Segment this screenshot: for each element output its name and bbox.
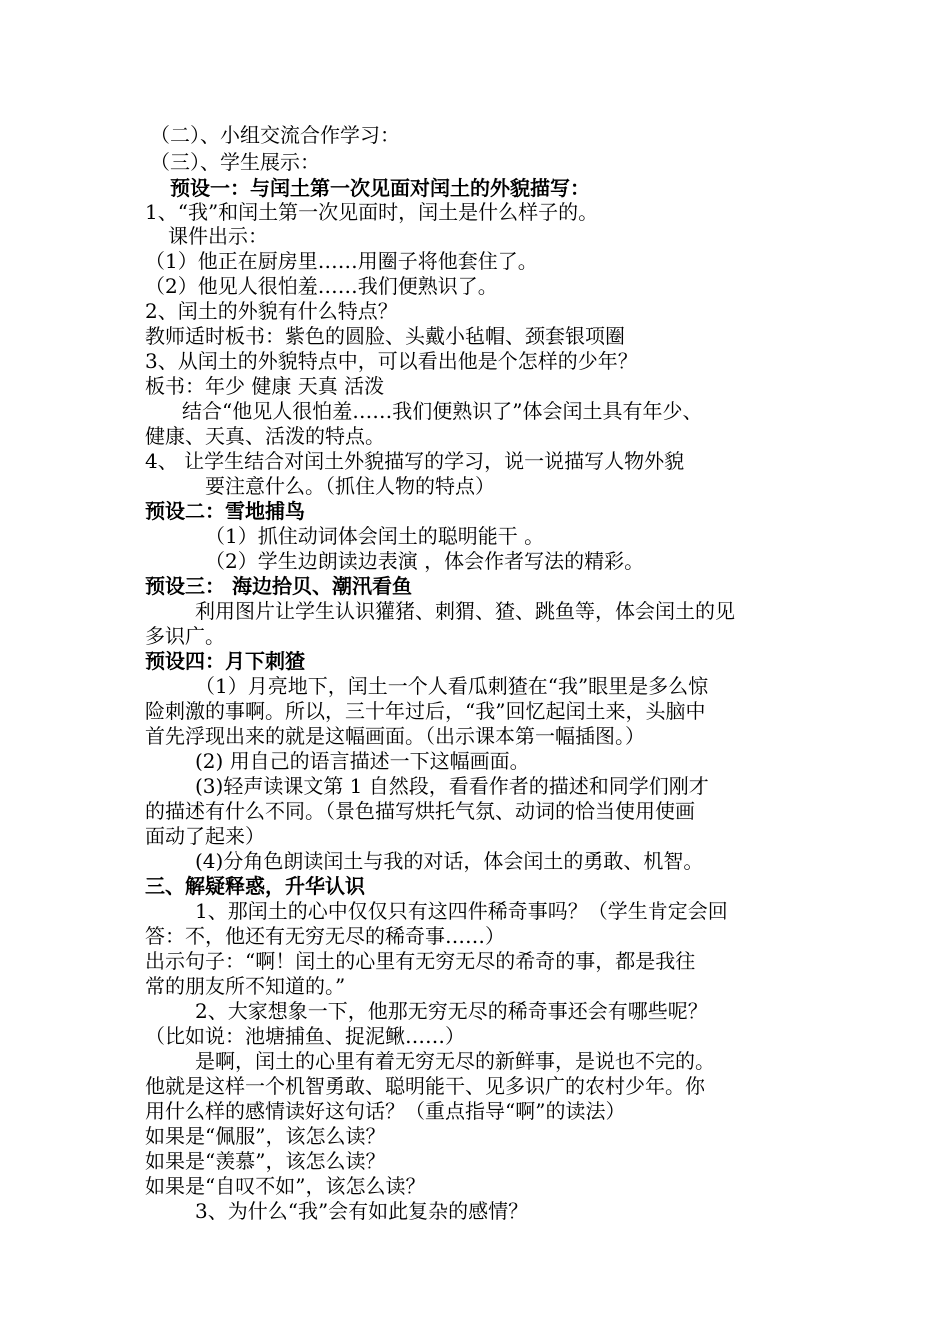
text-line: 如果是“佩服”，该怎么读？	[145, 1124, 386, 1148]
text-line: 他就是这样一个机智勇敢、聪明能干、见多识广的农村少年。你	[145, 1074, 705, 1098]
text-line: 险刺激的事啊。所以，三十年过后，“我”回忆起闰土来，头脑中	[145, 699, 706, 723]
text-line: （1）他正在厨房里……用圈子将他套住了。	[145, 249, 538, 273]
text-line: 4、 让学生结合对闰土外貌描写的学习，说一说描写人物外貌	[145, 449, 685, 473]
text-line: （1）抓住动词体会闰土的聪明能干 。	[205, 524, 545, 548]
text-line: （2）学生边朗读边表演 ，体会作者写法的精彩。	[205, 549, 645, 573]
text-line: 用什么样的感情读好这句话？（重点指导“啊”的读法）	[145, 1099, 626, 1123]
section-heading: 预设三： 海边拾贝、潮汛看鱼	[145, 574, 412, 598]
section-heading: 预设一：与闰土第一次见面对闰土的外貌描写：	[170, 176, 590, 200]
text-line: (2) 用自己的语言描述一下这幅画面。	[195, 749, 530, 773]
text-line: （二）、小组交流合作学习：	[150, 123, 400, 147]
text-line: 如果是“自叹不如”，该怎么读？	[145, 1174, 426, 1198]
text-line: 如果是“羡慕”，该怎么读？	[145, 1149, 386, 1173]
text-line: 是啊，闰土的心里有着无穷无尽的新鲜事，是说也不完的。	[195, 1049, 715, 1073]
text-line: （1）月亮地下，闰土一个人看瓜刺猹在“我”眼里是多么惊	[195, 674, 709, 698]
text-line: （2）他见人很怕羞……我们便熟识了。	[145, 274, 498, 298]
text-line: 教师适时板书：紫色的圆脸、头戴小毡帽、颈套银项圈	[145, 324, 625, 348]
text-line: 的描述有什么不同。（景色描写烘托气氛、动词的恰当使用使画	[145, 799, 695, 823]
text-line: 结合“他见人很怕羞……我们便熟识了”体会闰土具有年少、	[182, 399, 703, 423]
text-line: （比如说：池塘捕鱼、捉泥鳅……）	[145, 1024, 465, 1048]
text-line: 2、闰土的外貌有什么特点？	[145, 299, 398, 323]
text-line: 健康、天真、活泼的特点。	[145, 424, 385, 448]
text-line: （三）、学生展示：	[150, 150, 320, 174]
text-line: 首先浮现出来的就是这幅画面。（出示课本第一幅插图。）	[145, 724, 645, 748]
text-line: 常的朋友所不知道的。”	[145, 974, 346, 998]
text-line: 3、为什么“我”会有如此复杂的感情？	[195, 1199, 529, 1223]
text-line: (4)分角色朗读闰土与我的对话，体会闰土的勇敢、机智。	[195, 849, 704, 873]
text-line: 1、那闰土的心中仅仅只有这四件稀奇事吗？（学生肯定会回	[195, 899, 728, 923]
text-line: 面动了起来）	[145, 824, 265, 848]
text-line: 2、大家想象一下，他那无穷无尽的稀奇事还会有哪些呢？	[195, 999, 708, 1023]
text-line: 3、从闰土的外貌特点中，可以看出他是个怎样的少年？	[145, 349, 638, 373]
text-line: 要注意什么。（抓住人物的特点）	[205, 474, 495, 498]
text-line: (3)轻声读课文第 1 自然段，看看作者的描述和同学们刚才	[195, 774, 709, 798]
text-line: 板书：年少 健康 天真 活泼	[145, 374, 385, 398]
text-line: 多识广。	[145, 624, 225, 648]
section-heading: 预设二：雪地捕鸟	[145, 499, 305, 523]
text-line: 1、“我”和闰土第一次见面时，闰土是什么样子的。	[145, 200, 599, 224]
text-line: 利用图片让学生认识獾猪、刺猬、猹、跳鱼等，体会闰土的见	[195, 599, 735, 623]
text-line: 课件出示：	[168, 224, 268, 248]
section-heading: 预设四：月下刺猹	[145, 649, 305, 673]
section-heading: 三、解疑释惑，升华认识	[145, 874, 365, 898]
text-line: 出示句子：“啊！闰土的心里有无穷无尽的希奇的事，都是我往	[145, 949, 696, 973]
text-line: 答：不，他还有无穷无尽的稀奇事……）	[145, 924, 505, 948]
